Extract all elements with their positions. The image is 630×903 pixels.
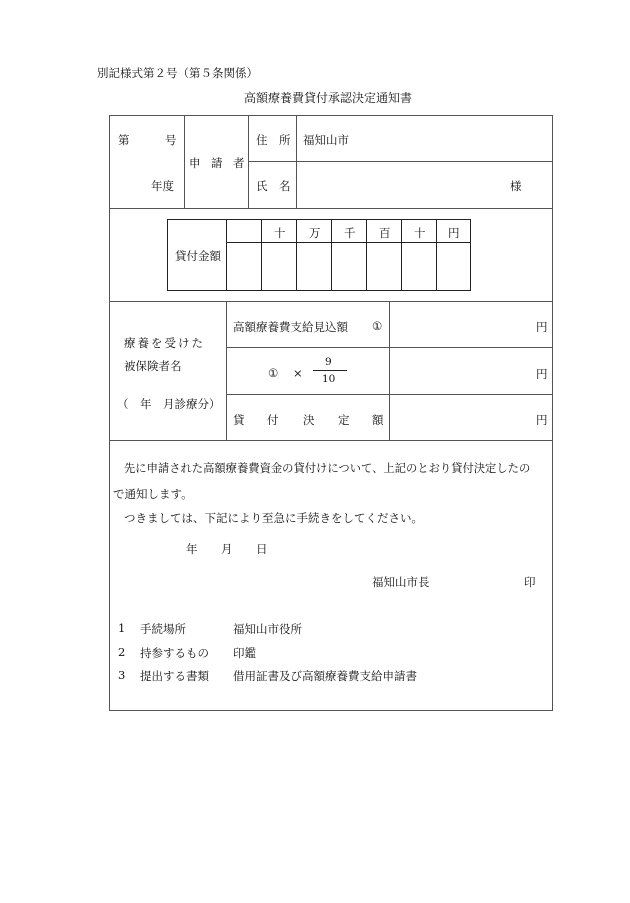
fraction-bar xyxy=(313,370,347,371)
marker-1: ① xyxy=(372,319,383,333)
loan-table-border xyxy=(470,219,471,291)
loan-table-border xyxy=(167,219,471,220)
procedure-value-2: 印鑑 xyxy=(233,646,256,660)
notice-line-3: つきましては、下記により至急に手続きをしてください。 xyxy=(124,511,423,525)
unit-man: 万 xyxy=(309,226,321,240)
patient-label-line3: （ 年 月診療分） xyxy=(117,397,221,411)
decided-amount-char-2: 付 xyxy=(267,413,279,427)
loan-table-border xyxy=(226,219,227,291)
applicant-label-3: 者 xyxy=(233,156,245,170)
name-label-1: 氏 xyxy=(256,179,268,193)
procedure-num-2: 2 xyxy=(118,645,126,659)
notice-line-2: で通知します。 xyxy=(113,487,193,501)
fraction-denominator: 10 xyxy=(322,373,336,385)
loan-table-border xyxy=(436,219,437,291)
expected-amount-label: 高額療養費支給見込額 xyxy=(233,320,348,334)
form-label: 別記様式第２号（第５条関係） xyxy=(97,66,258,80)
procedure-label-1: 手続場所 xyxy=(140,622,186,636)
section-divider xyxy=(109,208,553,209)
yen-label-3: 円 xyxy=(536,413,548,427)
loan-table-border xyxy=(167,219,168,291)
unit-hyaku: 百 xyxy=(379,226,391,240)
marker-1-ref: ① xyxy=(268,366,279,380)
patient-label-line2: 被保険者名 xyxy=(124,359,182,373)
loan-table-border xyxy=(261,219,262,291)
number-suffix: 号 xyxy=(165,133,177,147)
patient-label-line1: 療養を受けた xyxy=(124,336,205,350)
unit-ju: 十 xyxy=(414,226,426,240)
procedure-label-2: 持参するもの xyxy=(140,646,209,660)
column-divider xyxy=(184,115,185,208)
issuer-name: 福知山市長 xyxy=(372,575,430,589)
loan-table-border xyxy=(296,219,297,291)
times-sign: × xyxy=(293,366,303,380)
loan-amount-label: 貸付金額 xyxy=(175,249,221,263)
date-month: 月 xyxy=(221,542,233,556)
seal-mark: 印 xyxy=(524,575,536,589)
yen-label-2: 円 xyxy=(536,367,548,381)
loan-table-border xyxy=(331,219,332,291)
applicant-label-2: 請 xyxy=(211,156,223,170)
procedure-value-1: 福知山市役所 xyxy=(233,622,302,636)
name-label-2: 名 xyxy=(279,179,291,193)
address-label-1: 住 xyxy=(256,133,268,147)
decided-amount-char-3: 決 xyxy=(303,413,315,427)
decided-amount-char-5: 額 xyxy=(372,413,384,427)
column-divider xyxy=(389,301,390,440)
row-divider xyxy=(226,394,553,395)
section-divider xyxy=(109,440,553,441)
unit-ju-man: 十 xyxy=(274,226,286,240)
yen-label-1: 円 xyxy=(536,320,548,334)
notice-line-1: 先に申請された高額療養費資金の貸付けについて、上記のとおり貸付決定したの xyxy=(124,462,531,475)
address-value: 福知山市 xyxy=(303,133,349,147)
applicant-label-1: 申 xyxy=(189,156,201,170)
unit-sen: 千 xyxy=(344,226,356,240)
decided-amount-char-4: 定 xyxy=(338,413,350,427)
procedure-num-1: 1 xyxy=(118,621,126,635)
row-divider xyxy=(248,161,553,162)
fiscal-year-label: 年度 xyxy=(151,179,174,193)
procedure-label-3: 提出する書類 xyxy=(140,669,209,683)
column-divider xyxy=(296,115,297,208)
decided-amount-char-1: 貸 xyxy=(233,413,245,427)
unit-yen: 円 xyxy=(448,226,460,240)
row-divider xyxy=(226,347,553,348)
procedure-num-3: 3 xyxy=(118,668,126,682)
column-divider xyxy=(248,115,249,208)
number-prefix: 第 xyxy=(118,133,130,147)
date-year: 年 xyxy=(186,542,198,556)
loan-table-border xyxy=(167,290,471,291)
date-day: 日 xyxy=(256,542,268,556)
section-divider xyxy=(109,301,553,302)
document-title: 高額療養費貸付承認決定通知書 xyxy=(244,91,413,105)
loan-table-border xyxy=(366,219,367,291)
procedure-value-3: 借用証書及び高額療養費支給申請書 xyxy=(233,669,417,683)
loan-table-border xyxy=(401,219,402,291)
fraction-numerator: 9 xyxy=(325,356,332,368)
loan-table-border xyxy=(226,242,471,243)
column-divider xyxy=(226,301,227,440)
honorific-sama: 様 xyxy=(510,179,522,193)
address-label-2: 所 xyxy=(279,133,291,147)
